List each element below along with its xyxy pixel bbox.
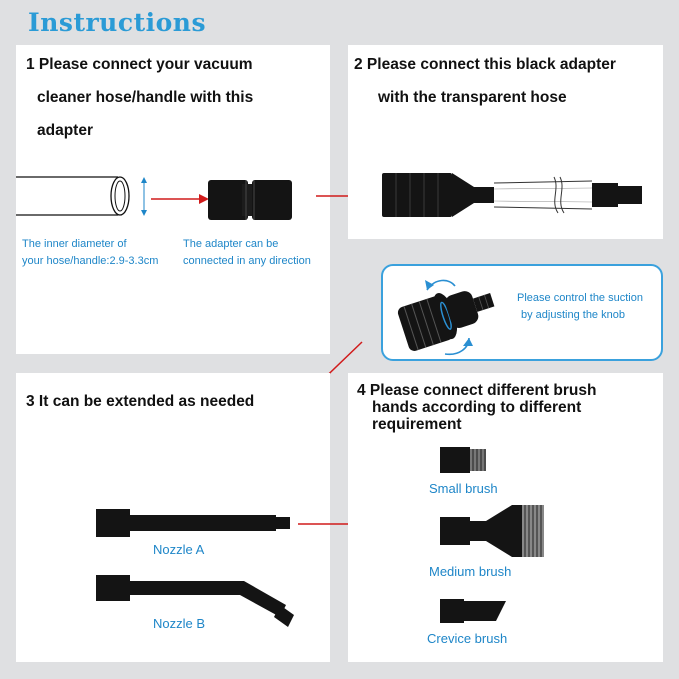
knob-caption-line2: by adjusting the knob bbox=[521, 309, 625, 321]
medium-brush-label: Medium brush bbox=[429, 564, 512, 579]
adapter-with-hose-illustration bbox=[382, 167, 652, 227]
black-adapter-illustration bbox=[206, 178, 306, 222]
nozzle-b-label: Nozzle B bbox=[153, 616, 206, 631]
page-title: Instructions bbox=[28, 8, 207, 37]
nozzle-a-illustration bbox=[96, 507, 296, 541]
step1-line1: 1 Please connect your vacuum bbox=[26, 56, 253, 73]
hose-illustration bbox=[16, 171, 166, 231]
step4-line2: hands according to different bbox=[372, 399, 582, 416]
step2-line1: 2 Please connect this black adapter bbox=[354, 56, 616, 73]
adapter-caption-line2: connected in any direction bbox=[183, 255, 311, 267]
step4-line3: requirement bbox=[372, 416, 462, 433]
step4-line1: 4 Please connect different brush bbox=[357, 382, 597, 399]
small-brush-illustration bbox=[440, 445, 490, 475]
small-brush-label: Small brush bbox=[429, 481, 498, 496]
knob-adapter-illustration bbox=[389, 272, 519, 356]
knob-caption-line1: Please control the suction bbox=[517, 292, 643, 304]
step1-line3: adapter bbox=[37, 122, 93, 139]
crevice-brush-label: Crevice brush bbox=[427, 631, 508, 646]
knob-inset bbox=[381, 264, 663, 361]
step3-panel bbox=[16, 373, 330, 662]
hose-caption-line2: your hose/handle:2.9-3.3cm bbox=[22, 255, 159, 267]
step4-panel bbox=[348, 373, 663, 662]
adapter-caption-line1: The adapter can be bbox=[183, 238, 279, 250]
step1-panel bbox=[16, 45, 330, 354]
hose-caption-line1: The inner diameter of bbox=[22, 238, 127, 250]
step2-line2: with the transparent hose bbox=[378, 89, 567, 106]
step2-panel bbox=[348, 45, 663, 239]
crevice-brush-illustration bbox=[440, 597, 510, 625]
step3-line1: 3 It can be extended as needed bbox=[26, 393, 255, 410]
medium-brush-illustration bbox=[440, 505, 550, 561]
nozzle-a-label: Nozzle A bbox=[153, 542, 205, 557]
step1-line2: cleaner hose/handle with this bbox=[37, 89, 254, 106]
red-arrow-icon bbox=[151, 191, 211, 207]
